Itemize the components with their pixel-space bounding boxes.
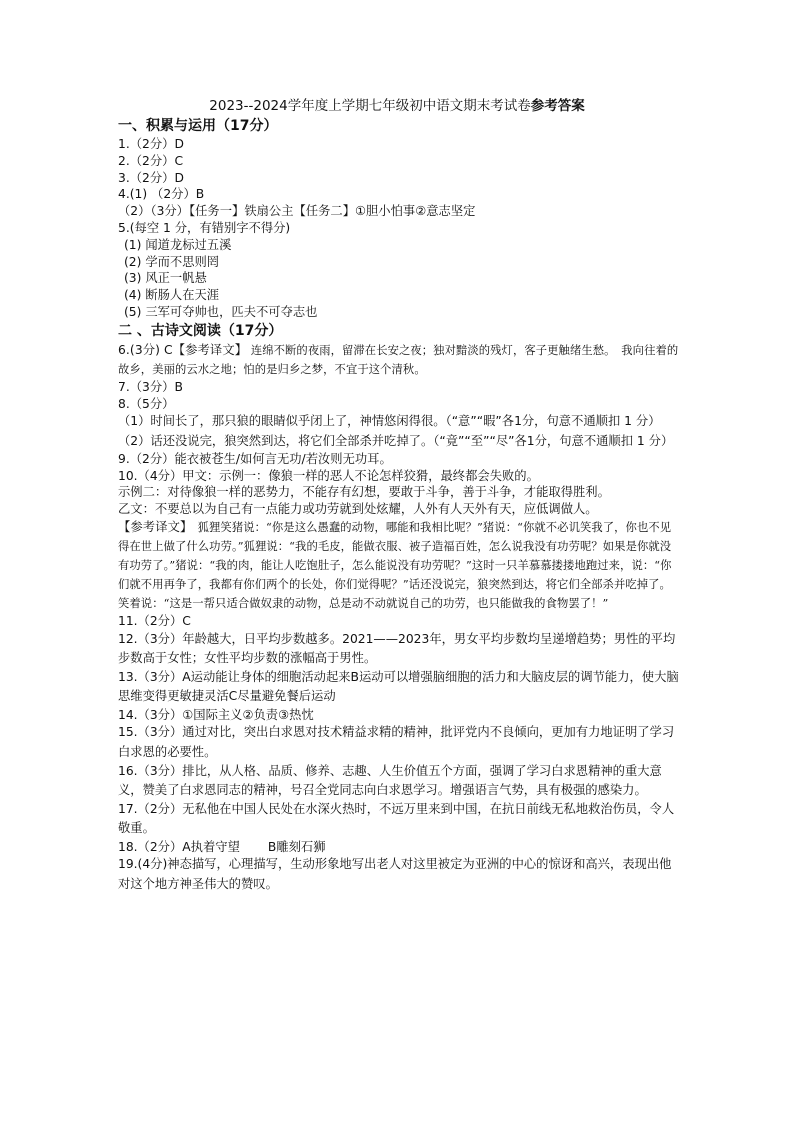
- answer-q15: 15.（3分）通过对比，突出白求恩对技术精益求精的精神，批评党内不良倾向，更加有力地证明了学习白求恩的必要性。: [118, 725, 675, 759]
- answer-q12: 12.（3分）年龄越大，日平均步数越多。2021——2023年，男女平均步数均呈递增趋势；男性的平均步数高于女性；女性平均步数的涨幅高于男性。: [118, 631, 676, 665]
- answer-q6-translation: 连绵不断的夜雨，留滞在长安之夜；独对黯淡的残灯，客子更触绪生愁。 我向往着的故乡，美丽的云水之地；怕的是归乡之梦，不宜于这个清秋。: [118, 343, 679, 376]
- answer-q6-head: 6.(3分) C【参考译文】: [118, 342, 248, 357]
- section-heading-2: 二 、古诗文阅读（17分）: [118, 322, 283, 339]
- answer-q5-1: (1) 闻道龙标过五溪: [124, 237, 232, 252]
- answer-q8-1: （1）时间长了，那只狼的眼睛似乎闭上了，神情悠闲得很。（“意”“暇”各1分，句意不通顺扣 1 分）: [118, 414, 661, 429]
- answer-q7: 7.（3分）B: [118, 379, 183, 394]
- answer-key-page: [118, 94, 680, 894]
- answer-q4-1: 4.(1) （2分）B: [118, 187, 205, 202]
- answer-q6: [118, 341, 680, 379]
- answer-q13: 13.（3分）A运动能让身体的细胞活动起来B运动可以增强脑细胞的活力和大脑皮层的调节能力，使大脑思维变得更敏捷灵活C尽量避免餐后运动: [118, 670, 679, 704]
- answer-q10-translation: [118, 518, 680, 613]
- answer-q11: 11.（2分）C: [118, 613, 191, 628]
- answer-q8-2: （2）话还没说完，狼突然到达，将它们全部杀并吃掉了。（“竟”“至”“尽”各1分，句意不通顺扣 1 分）: [118, 433, 674, 448]
- answer-q14: 14.（3分）①国际主义②负责③热忱: [118, 707, 314, 722]
- answer-q5-2: (2) 学而不思则罔: [124, 254, 220, 269]
- title-main: 2023--2024学年度上学期七年级初中语文期末考试卷: [209, 98, 531, 114]
- answer-q18-a: 18.（2分）A执着守望: [118, 839, 240, 854]
- answer-q10-b: 示例二：对待像狼一样的恶势力，不能存有幻想，要敢于斗争，善于斗争，才能取得胜利。: [118, 485, 610, 500]
- answer-q18-b: B雕刻石狮: [267, 839, 326, 854]
- answer-q5-5: (5) 三军可夺帅也，匹夫不可夺志也: [124, 304, 318, 319]
- answer-q5-head: 5.(每空 1 分，有错别字不得分): [118, 220, 291, 235]
- answer-q17: 17.（2分）无私他在中国人民处在水深火热时，不远万里来到中国，在抗日前线无私地救治伤员，令人敬重。: [118, 802, 675, 836]
- answer-q2: 2.（2分）C: [118, 153, 184, 168]
- answer-q16: 16.（3分）排比，从人格、品质、修养、志趣、人生价值五个方面，强调了学习白求恩精神的重大意义，赞美了白求恩同志的精神，号召全党同志向白求恩学习。增强语言气势，具有极强的感染力。: [118, 763, 662, 797]
- answer-q19: 19.(4分)神态描写，心理描写，生动形象地写出老人对这里被定为亚洲的中心的惊讶和高兴，表现出他对这个地方神圣伟大的赞叹。: [118, 857, 672, 891]
- answer-q8-head: 8.（5分）: [118, 396, 175, 411]
- answer-q3: 3.（2分）D: [118, 170, 184, 185]
- answer-q5-3: (3) 风正一帆悬: [124, 271, 207, 286]
- section-heading-1: 一、积累与运用（17分）: [118, 118, 278, 134]
- answer-q10-c: 乙文：不要总以为自己有一点能力或功劳就到处炫耀，人外有人天外有天，应低调做人。: [118, 502, 598, 517]
- answer-q9: 9.（2分）能衣被苍生/如何言无功/若汝则无功耳。: [118, 451, 392, 466]
- answer-q10-tr-text: 狐狸笑猪说：“你是这么愚蠢的动物，哪能和我相比呢？”猪说：“你就不必讥笑我了，你也不见得在世上做了什么功劳。”狐狸说：“我的毛皮，能做衣服、被子造福百姓，怎么说我没有功劳呢？如果是你就没有功劳了。”猪说：“我的肉，能让人吃饱肚子，怎么能说没有功劳呢？”这时一只羊慕慕搂搂地跑过来，说：“你们就不用再争了，我都有你们两个的长处，你们觉得呢？”话还没说完，狼突然到达，将它们全部杀并吃掉了。笑着说：“这是一帮只适合做奴隶的动物，总是动不动就说自己的功劳，也只能做我的食物罢了！”: [118, 520, 672, 610]
- answer-q4-2: （2）（3分）【任务一】铁扇公主【任务二】①胆小怕事②意志坚定: [118, 204, 476, 219]
- answer-q10-a: 10.（4分）甲文：示例一：像狼一样的恶人不论怎样狡猾，最终都会失败的。: [118, 468, 539, 483]
- answer-q1: 1.（2分）D: [118, 137, 184, 151]
- answer-q10-tr-head: 【参考译文】: [118, 519, 187, 534]
- answer-q5-4: (4) 断肠人在天涯: [124, 288, 220, 303]
- title-bold: 参考答案: [530, 98, 585, 114]
- page-title: [114, 94, 680, 114]
- answer-q18: [118, 839, 680, 856]
